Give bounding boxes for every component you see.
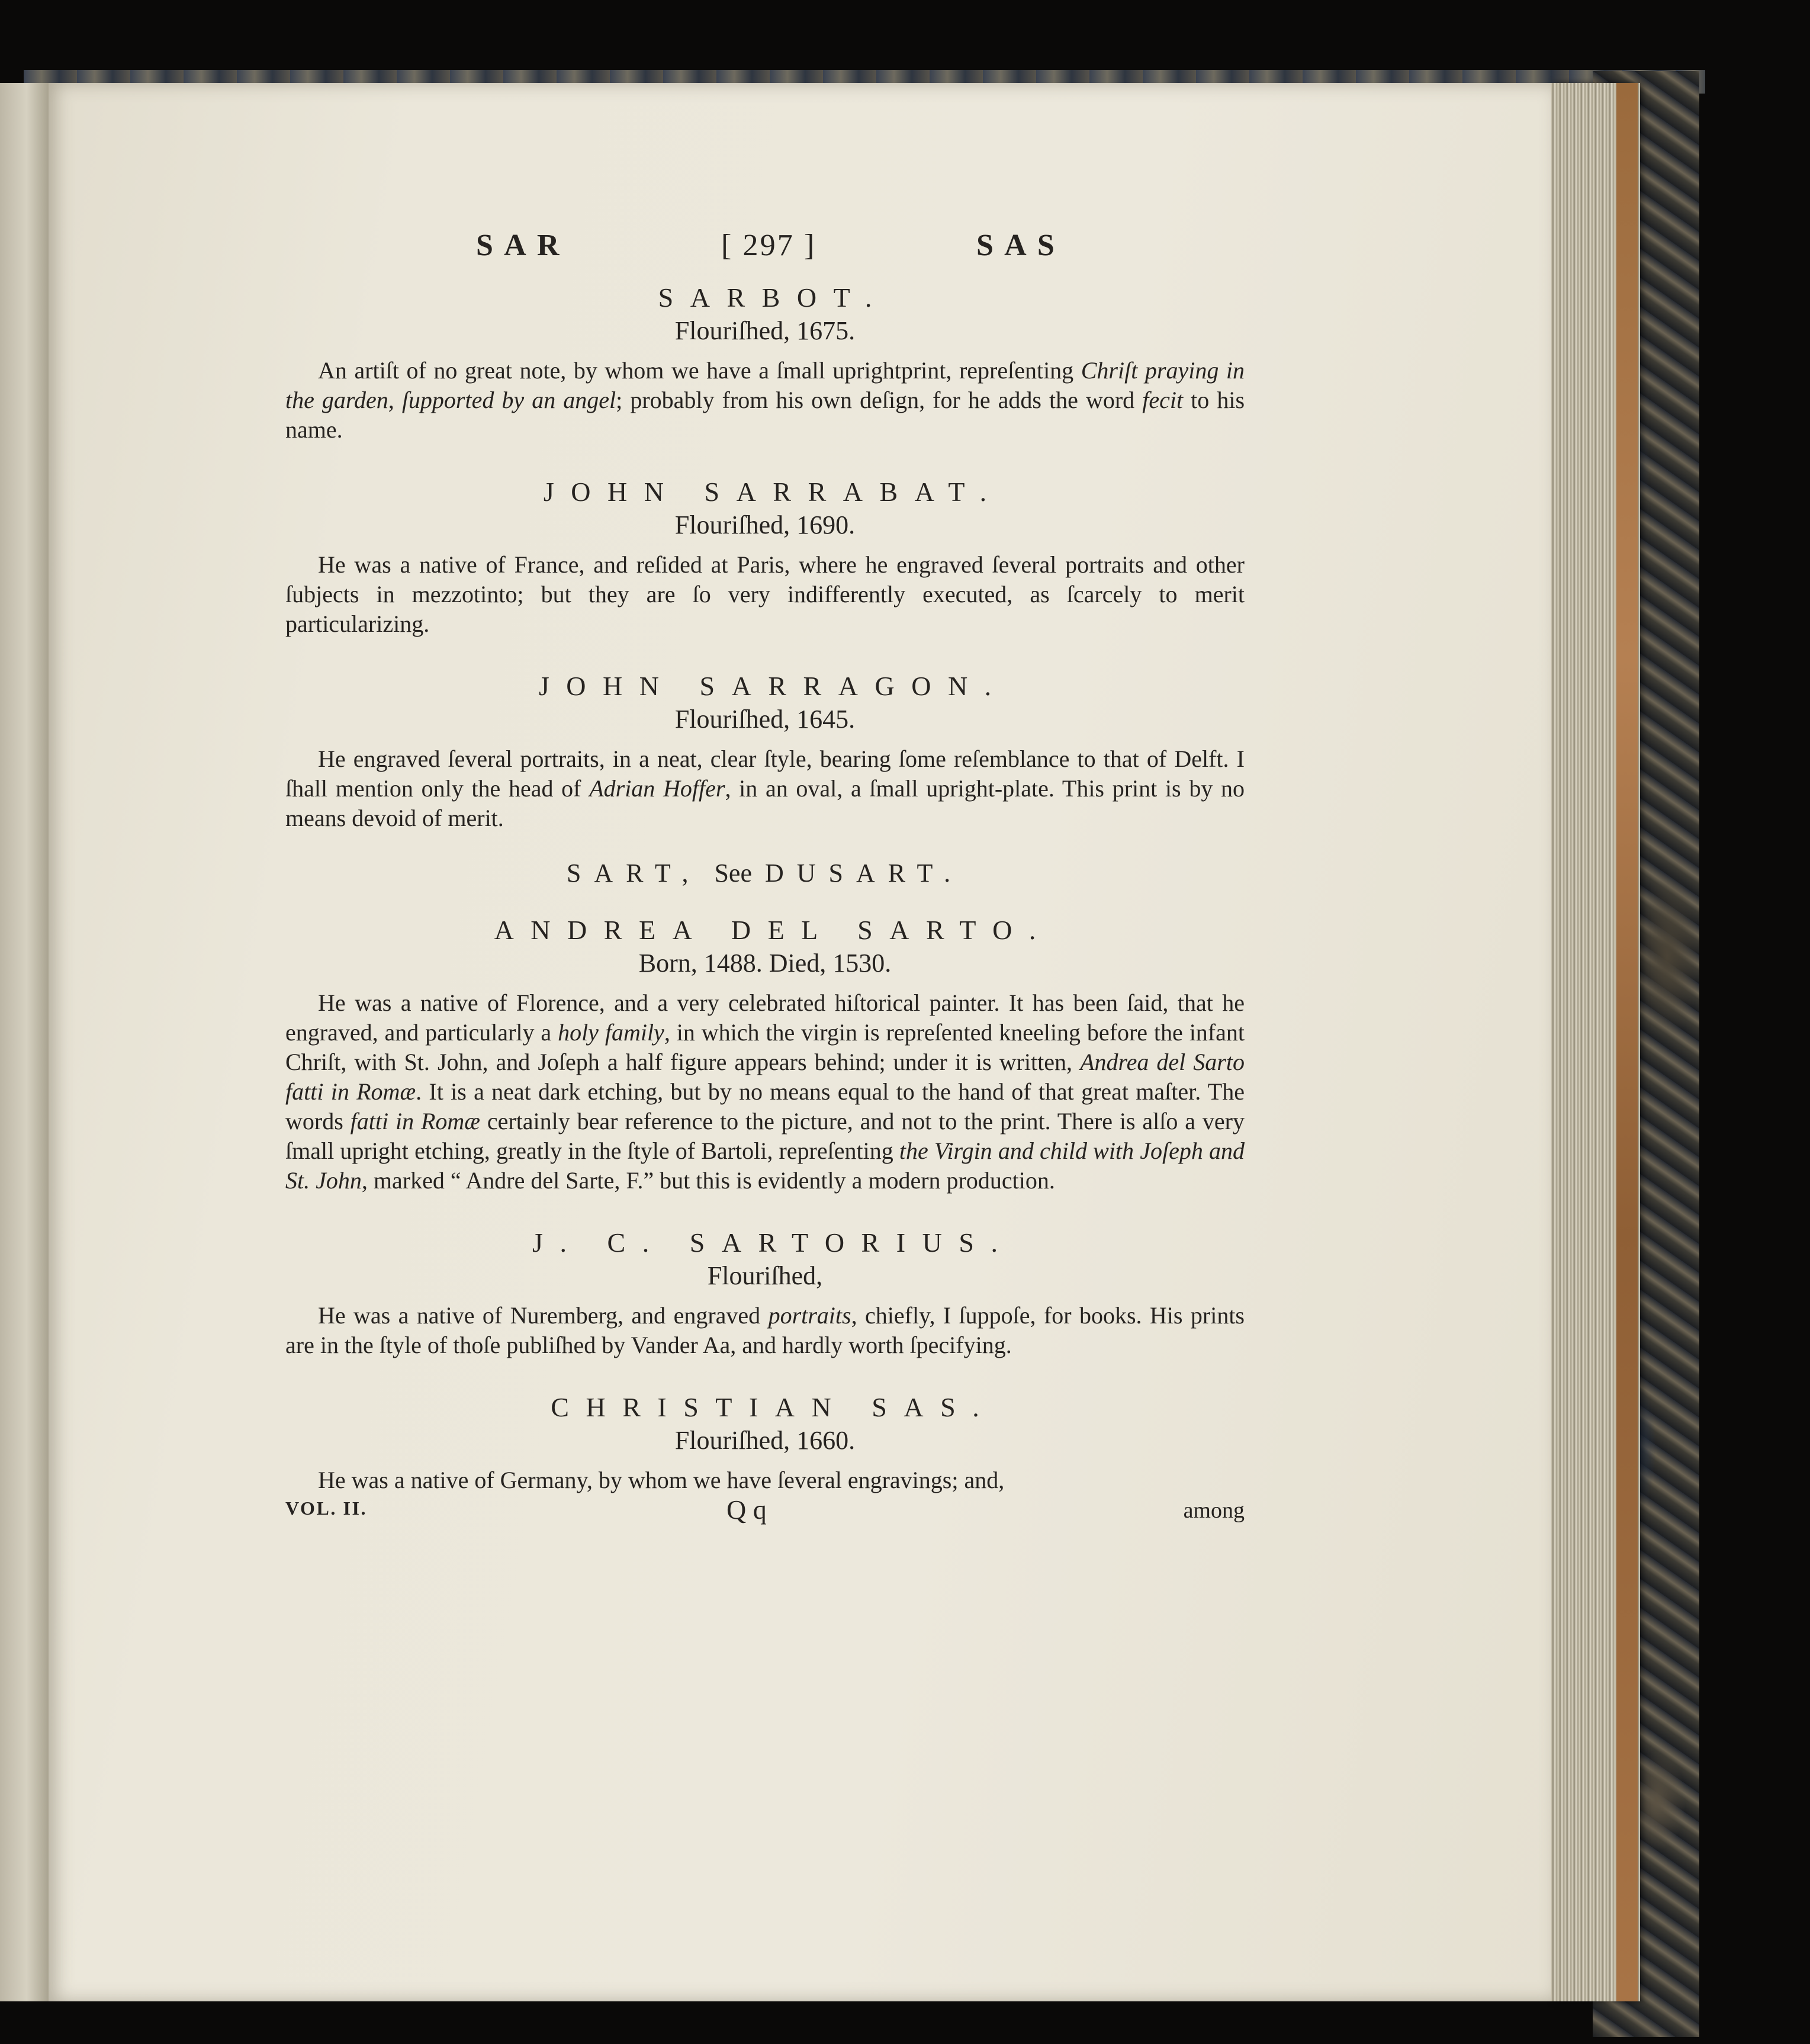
- text-run: An artiſt of no great note, by whom we have a ſmall uprightprint, repreſenting: [318, 357, 1081, 384]
- text-run: , marked “ Andre del Sarte, F.” but this is evidently a modern production.: [361, 1167, 1055, 1194]
- entry-body: [285, 550, 1245, 639]
- entry-andrea-del-sarto: [285, 914, 1245, 1195]
- entry-body: [285, 1301, 1245, 1360]
- entry-body: [285, 988, 1245, 1195]
- text-run: ; probably from his own deſign, for he adds the word: [616, 387, 1143, 413]
- entry-title: JOHN SARRAGON.: [538, 671, 1008, 701]
- entry-dates: Flouriſhed, 1660.: [674, 1426, 856, 1455]
- entry-john-sarrabat: [285, 475, 1245, 639]
- entry-sartorius: [285, 1226, 1245, 1360]
- leather-spine-edge: [1616, 83, 1638, 2001]
- entry-dates: Flouriſhed, 1690.: [674, 510, 856, 539]
- entry-dates: Flouriſhed,: [707, 1261, 823, 1290]
- cross-reference-target: DUSART.: [764, 859, 964, 888]
- catchword: among: [1183, 1498, 1245, 1523]
- entry-title: CHRISTIAN SAS.: [551, 1392, 996, 1422]
- italic-run: Andrea del Sarto fatti in Romæ: [285, 1049, 1245, 1105]
- entry-dates: Flouriſhed, 1645.: [674, 705, 856, 734]
- entry-john-sarragon: [285, 670, 1245, 833]
- page-number: [ 297 ]: [721, 229, 816, 262]
- running-head: [285, 228, 1245, 281]
- italic-run: portraits: [768, 1302, 851, 1329]
- text-run: to his name.: [285, 387, 1245, 443]
- entry-body: [285, 744, 1245, 833]
- running-head-right: SAS: [976, 229, 1065, 262]
- italic-run: the Virgin and child with Joſeph and St. John: [285, 1137, 1245, 1194]
- entry-christian-sas: [285, 1391, 1245, 1495]
- italic-run: Chriſt praying in the garden, ſupported by an angel: [285, 357, 1245, 413]
- text-run: He was a native of Nuremberg, and engraved: [318, 1302, 769, 1329]
- signature-mark: Q q: [726, 1495, 767, 1525]
- italic-run: fecit: [1142, 387, 1184, 413]
- entry-body: [285, 356, 1245, 445]
- entry-title: ANDREA DEL SARTO.: [494, 915, 1053, 945]
- volume-mark: VOL. II.: [285, 1497, 368, 1519]
- italic-run: Adrian Hoffer: [589, 775, 725, 802]
- text-run: certainly bear reference to the picture, and not to the print. There is alſo a very ſmall upright etching, greatly in the ſtyle of Bartoli, repreſenting: [285, 1108, 1245, 1164]
- text-run: He was a native of Florence, and a very celebrated hiſtorical painter. It has been ſaid, that he engraved, and particularly a: [285, 989, 1245, 1046]
- italic-run: fatti in Romæ: [350, 1108, 480, 1135]
- text-run: . It is a neat dark etching, but by no means equal to the hand of that great maſter. The words: [285, 1078, 1245, 1135]
- entry-body: [285, 1465, 1245, 1495]
- text-run: , chiefly, I ſuppoſe, for books. His prints are in the ſtyle of thoſe publiſhed by Vander Aa, and hardly worth ſpecifying.: [285, 1302, 1245, 1358]
- text-run: He was a native of France, and reſided at Paris, where he engraved ſeveral portraits and other ſubjects in mezzotinto; but they are ſo very indifferently executed, as ſcarcely to merit particularizing.: [285, 551, 1245, 637]
- text-run: , in an oval, a ſmall upright-plate. This print is by no means devoid of merit.: [285, 775, 1245, 831]
- cross-reference-see: See: [714, 859, 752, 888]
- text-run: He engraved ſeveral portraits, in a neat, clear ſtyle, bearing ſome reſemblance to that of Delft. I ſhall mention only the head of: [285, 745, 1245, 802]
- page-text-block: [285, 228, 1245, 1533]
- entry-title: JOHN SARRABAT.: [543, 477, 1004, 507]
- cross-reference-name: SART,: [566, 859, 702, 888]
- page-footer: [285, 1497, 1245, 1533]
- text-run: He was a native of Germany, by whom we have ſeveral engravings; and,: [318, 1467, 1005, 1493]
- entry-title: J. C. SARTORIUS.: [532, 1227, 1015, 1258]
- book-page: [49, 83, 1551, 2001]
- cross-reference: [285, 857, 1245, 890]
- left-page-edge: [0, 83, 49, 2001]
- italic-run: holy family: [558, 1019, 664, 1046]
- entry-dates: Born, 1488. Died, 1530.: [638, 949, 892, 978]
- running-head-left: SAR: [476, 229, 570, 262]
- entry-sarbot: [285, 281, 1245, 445]
- text-run: , in which the virgin is repreſented kneeling before the infant Chriſt, with St. John, and Joſeph a half figure appears behind; under it is written,: [285, 1019, 1245, 1075]
- entry-dates: Flouriſhed, 1675.: [674, 316, 856, 345]
- entry-title: SARBOT.: [658, 282, 889, 313]
